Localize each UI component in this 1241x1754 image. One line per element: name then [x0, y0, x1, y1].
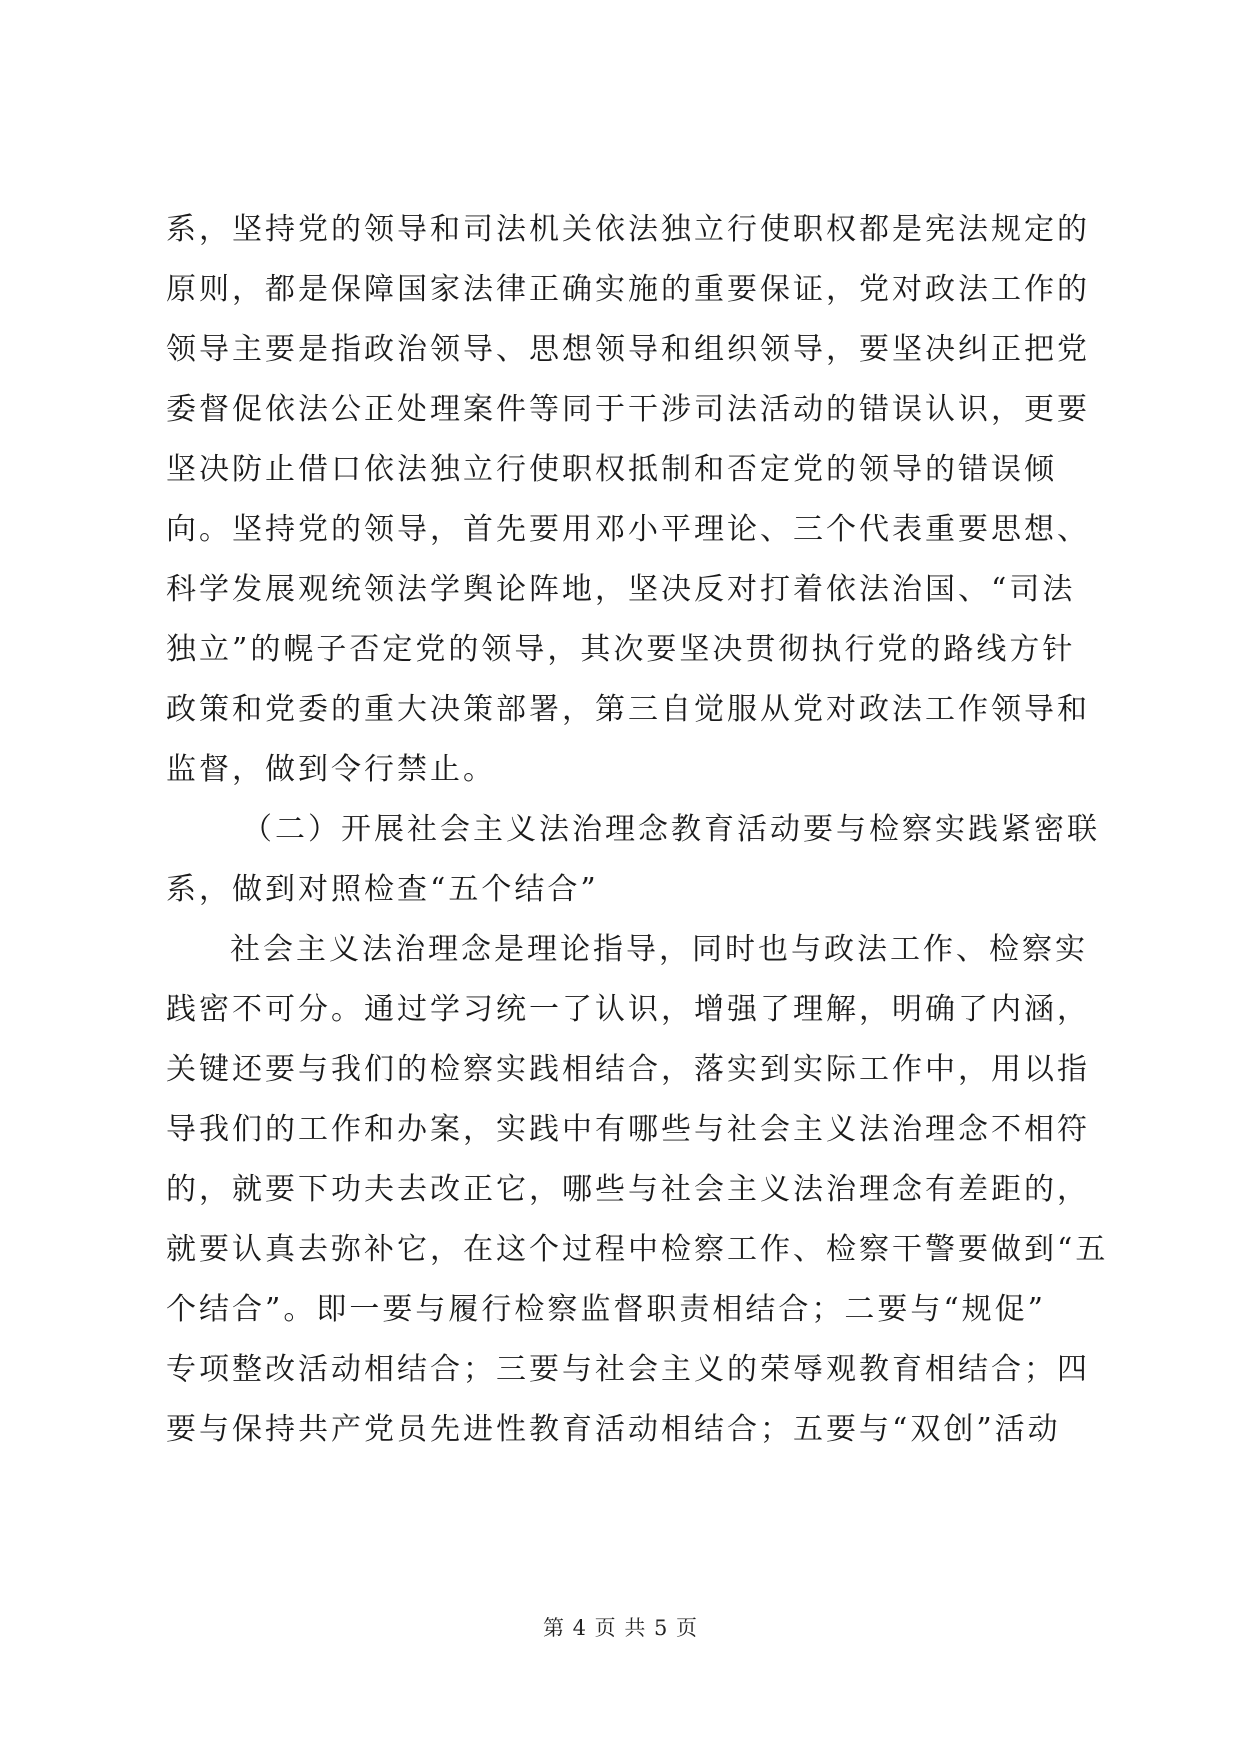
text-line: 要与保持共产党员先进性教育活动相结合；五要与“双创”活动 [166, 1412, 1061, 1447]
text-line: 的，就要下功夫去改正它，哪些与社会主义法治理念有差距的， [166, 1172, 1090, 1207]
text-line: 专项整改活动相结合；三要与社会主义的荣辱观教育相结合；四 [166, 1352, 1090, 1387]
text-line: 原则，都是保障国家法律正确实施的重要保证，党对政法工作的 [166, 272, 1090, 307]
text-line: 坚决防止借口依法独立行使职权抵制和否定党的领导的错误倾 [166, 452, 1057, 487]
text-line: 导我们的工作和办案，实践中有哪些与社会主义法治理念不相符 [166, 1112, 1090, 1147]
paragraph-2 [166, 920, 1109, 1460]
text-line: 社会主义法治理念是理论指导，同时也与政法工作、检察实 [230, 932, 1088, 967]
text-line: 监督，做到令行禁止。 [166, 752, 496, 787]
text-line: 领导主要是指政治领导、思想领导和组织领导，要坚决纠正把党 [166, 332, 1090, 367]
paragraph-1 [166, 200, 1090, 800]
heading-line: 系，做到对照检查“五个结合” [166, 872, 599, 907]
text-line: 践密不可分。通过学习统一了认识，增强了理解，明确了内涵， [166, 992, 1090, 1027]
text-line: 独立”的幌子否定党的领导，其次要坚决贯彻执行党的路线方针 [166, 632, 1076, 667]
text-line: 个结合”。即一要与履行检察监督职责相结合；二要与“规促” [166, 1292, 1047, 1327]
heading-line: （二）开展社会主义法治理念教育活动要与检察实践紧密联 [242, 812, 1100, 847]
text-line: 委督促依法公正处理案件等同于干涉司法活动的错误认识，更要 [166, 392, 1090, 427]
text-line: 向。坚持党的领导，首先要用邓小平理论、三个代表重要思想、 [166, 512, 1090, 547]
page-number-footer: 第 4 页 共 5 页 [542, 1616, 699, 1640]
text-line: 系，坚持党的领导和司法机关依法独立行使职权都是宪法规定的 [166, 212, 1090, 247]
section-heading [166, 800, 1100, 920]
text-line: 科学发展观统领法学舆论阵地，坚决反对打着依法治国、“司法 [166, 572, 1076, 607]
text-line: 关键还要与我们的检察实践相结合，落实到实际工作中，用以指 [166, 1052, 1090, 1087]
text-line: 就要认真去弥补它，在这个过程中检察工作、检察干警要做到“五 [166, 1232, 1109, 1267]
text-line: 政策和党委的重大决策部署，第三自觉服从党对政法工作领导和 [166, 692, 1090, 727]
